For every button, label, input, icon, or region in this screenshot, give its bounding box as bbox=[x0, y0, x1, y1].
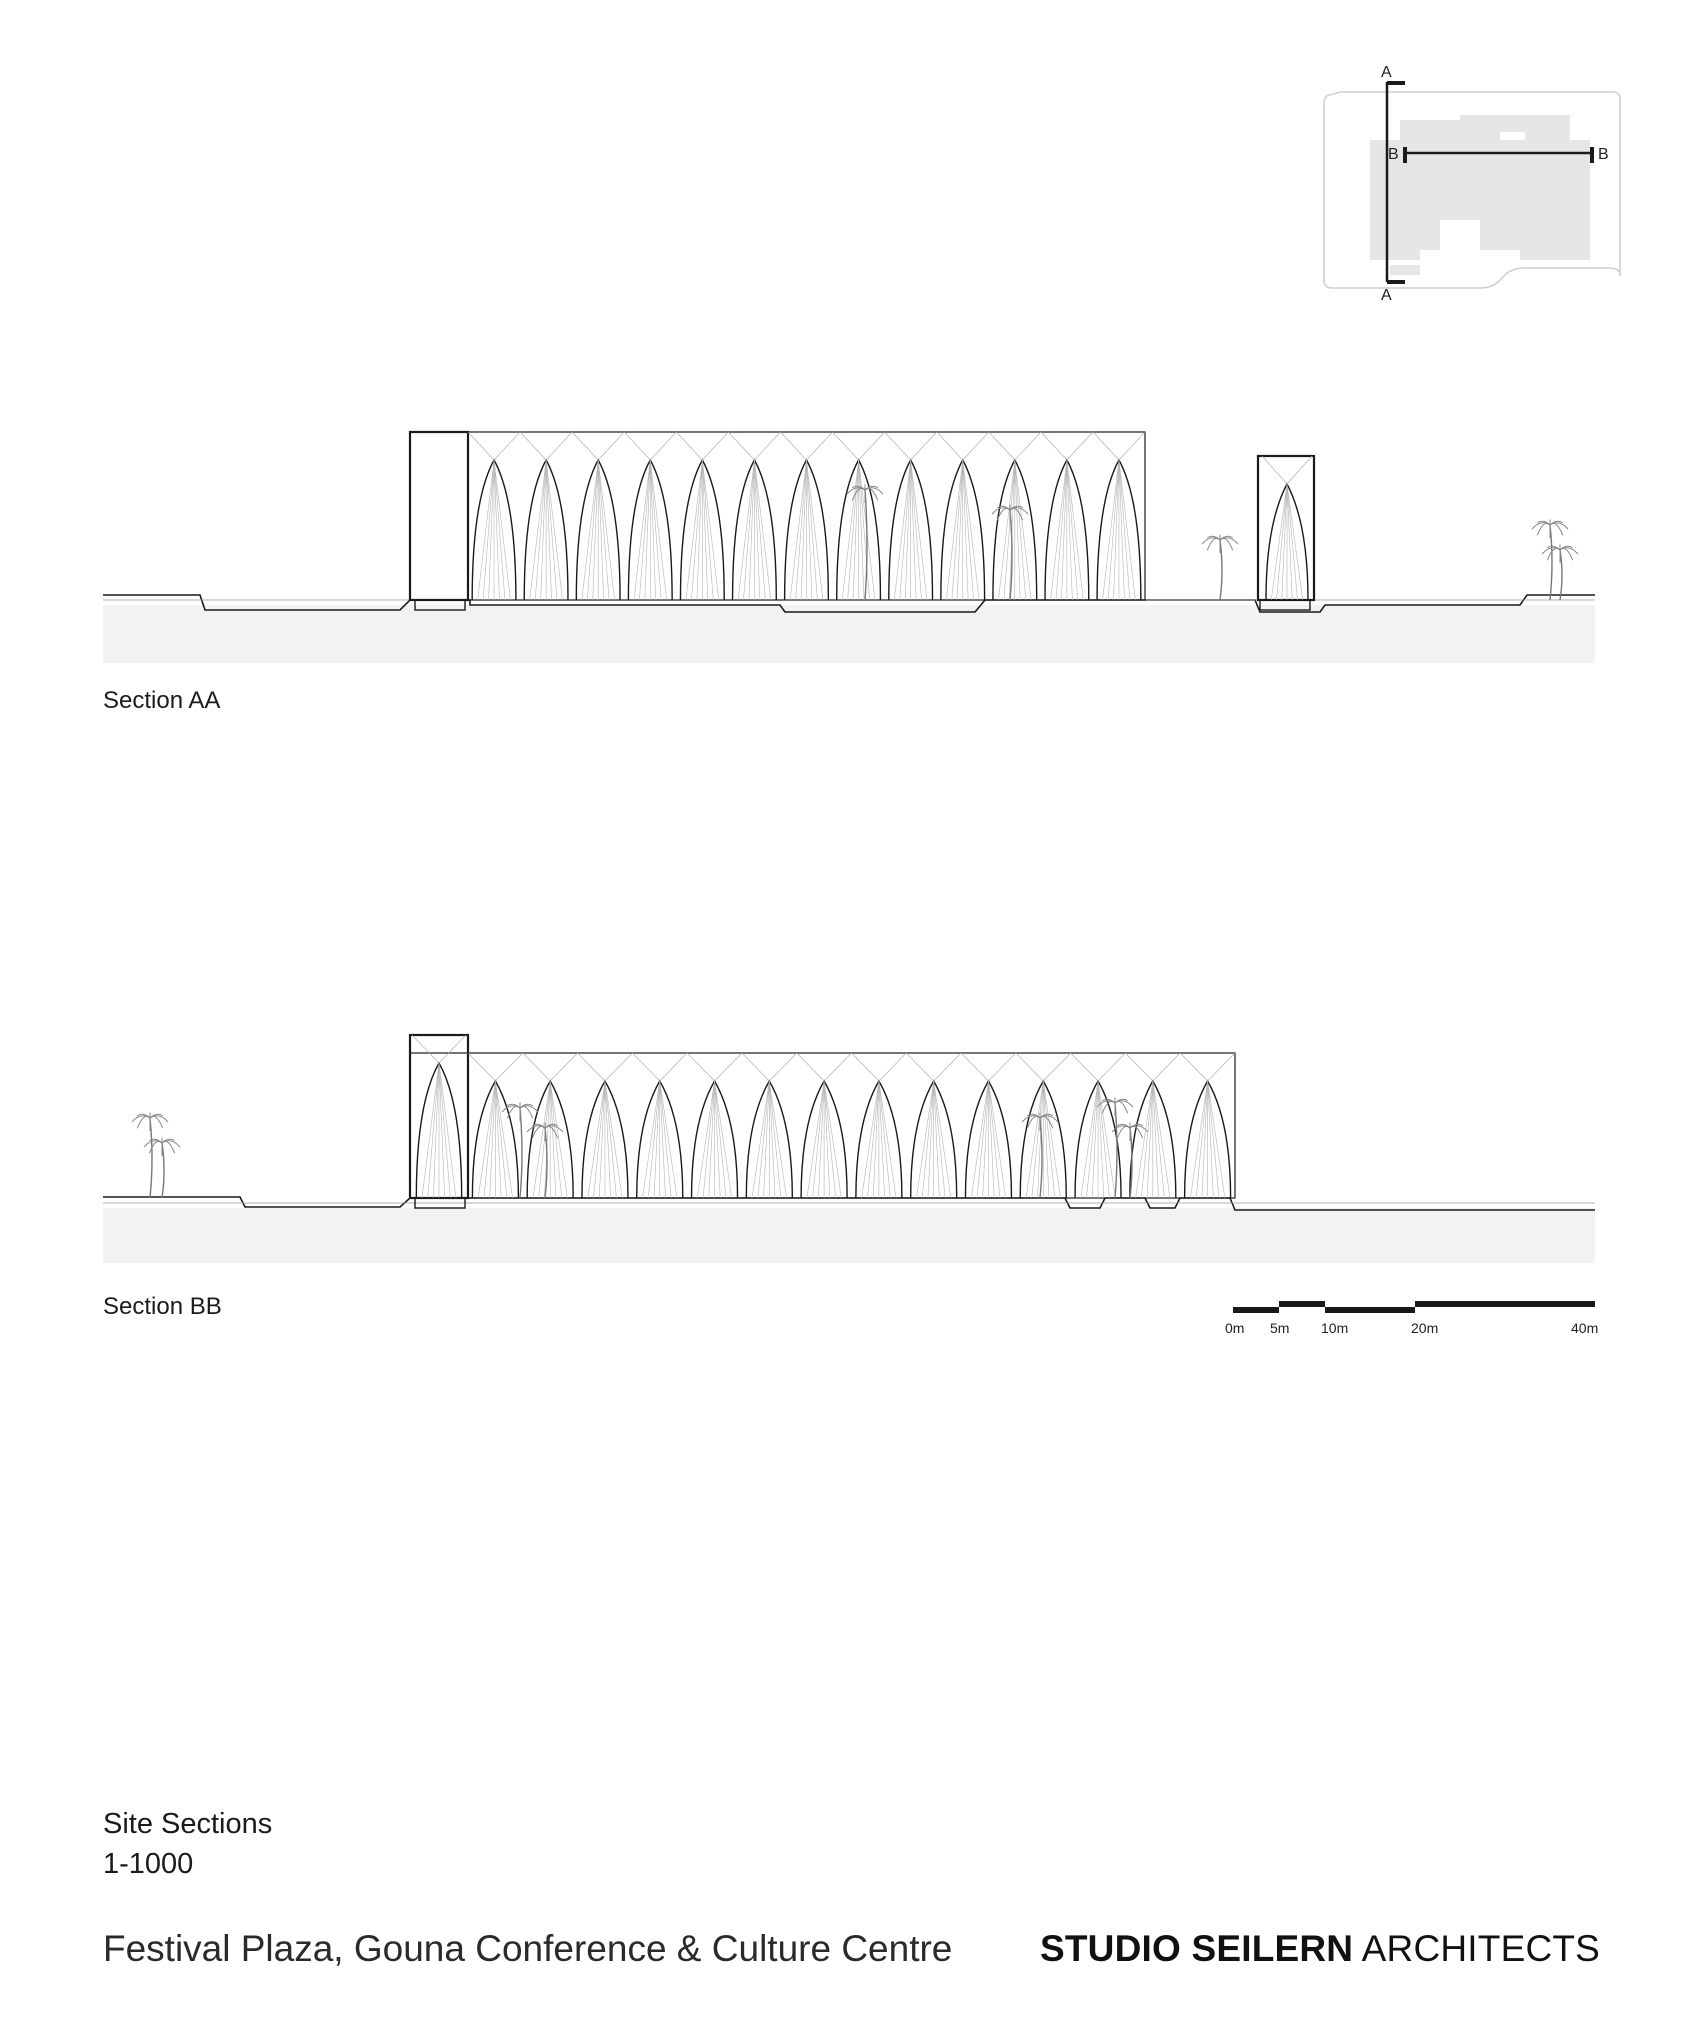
studio-logo bbox=[1040, 1928, 1600, 1970]
arch-tie bbox=[495, 1053, 522, 1081]
arch-cable bbox=[1153, 1081, 1165, 1198]
scale-bar-svg bbox=[1225, 1295, 1605, 1345]
arch-tie bbox=[605, 1053, 632, 1081]
arch-tie bbox=[1125, 1053, 1152, 1081]
arch-tie bbox=[687, 1053, 714, 1081]
palm-frond bbox=[137, 1116, 150, 1128]
arch-cable bbox=[879, 1081, 891, 1198]
arch-cable bbox=[1141, 1081, 1153, 1198]
arch-tie bbox=[1208, 1053, 1235, 1081]
palm-frond bbox=[1040, 1116, 1053, 1128]
arch-tie bbox=[824, 1053, 851, 1081]
arch-tie bbox=[769, 1053, 796, 1081]
marker-a-bottom: A bbox=[1381, 287, 1392, 304]
scale-tick-10: 10m bbox=[1321, 1320, 1349, 1336]
arch-tie bbox=[439, 1035, 466, 1063]
arch-tie bbox=[1016, 1053, 1043, 1081]
section-aa-label: Section AA bbox=[103, 687, 221, 714]
arch-cable bbox=[593, 1081, 605, 1198]
scale-tick-20: 20m bbox=[1411, 1320, 1439, 1336]
palm-trunk bbox=[1115, 1103, 1117, 1198]
arch-tie bbox=[523, 1053, 550, 1081]
studio-name-light: ARCHITECTS bbox=[1353, 1928, 1601, 1969]
arch-cable bbox=[539, 1081, 551, 1198]
arch-cable bbox=[867, 1081, 879, 1198]
arch-tie bbox=[852, 1053, 879, 1081]
arch-cable bbox=[495, 1081, 507, 1198]
arch-cable bbox=[824, 1081, 836, 1198]
arch-cable bbox=[1043, 1081, 1055, 1198]
drawing-title: Site Sections bbox=[103, 1808, 273, 1840]
arch-tie bbox=[1098, 1053, 1125, 1081]
marker-b-right: B bbox=[1598, 146, 1609, 163]
scale-bar bbox=[1225, 1295, 1605, 1345]
arch-tie bbox=[742, 1053, 769, 1081]
ground-fill-bb bbox=[103, 1208, 1595, 1263]
palm-trunk bbox=[520, 1108, 522, 1198]
arch-tie bbox=[879, 1053, 906, 1081]
arch-tie bbox=[468, 1053, 495, 1081]
arch-cable bbox=[439, 1063, 450, 1198]
arch-tie bbox=[1071, 1053, 1098, 1081]
marker-a-top: A bbox=[1381, 64, 1392, 81]
arch-tie bbox=[934, 1053, 961, 1081]
arch-cable bbox=[1087, 1081, 1099, 1198]
arch-cable bbox=[550, 1081, 562, 1198]
arch-cable bbox=[428, 1063, 439, 1198]
arch-tie bbox=[550, 1053, 577, 1081]
marker-b-left: B bbox=[1388, 146, 1399, 163]
arch-tie bbox=[660, 1053, 687, 1081]
arch-tie bbox=[1043, 1053, 1070, 1081]
arch-tie bbox=[412, 1035, 439, 1063]
scale-tick-5: 5m bbox=[1270, 1320, 1290, 1336]
arch-tie bbox=[1153, 1053, 1180, 1081]
arch-cable bbox=[934, 1081, 946, 1198]
studio-name-bold: STUDIO SEILERN bbox=[1040, 1928, 1354, 1969]
arch-cable bbox=[1196, 1081, 1208, 1198]
project-name: Festival Plaza, Gouna Conference & Culture Centre bbox=[103, 1928, 953, 1969]
arch-cable bbox=[813, 1081, 825, 1198]
arch-cable bbox=[648, 1081, 660, 1198]
arch-cable bbox=[1098, 1081, 1110, 1198]
arch-cable bbox=[758, 1081, 770, 1198]
arch-cable bbox=[660, 1081, 672, 1198]
scale-tick-0: 0m bbox=[1225, 1320, 1245, 1336]
section-bb-label: Section BB bbox=[103, 1293, 222, 1320]
arch-tie bbox=[906, 1053, 933, 1081]
scale-tick-40: 40m bbox=[1571, 1320, 1599, 1336]
palm-frond bbox=[1117, 1126, 1130, 1138]
arch-tie bbox=[715, 1053, 742, 1081]
arch-tie bbox=[797, 1053, 824, 1081]
palm-frond bbox=[150, 1116, 163, 1128]
drawing-scale: 1-1000 bbox=[103, 1848, 194, 1880]
arch-tie bbox=[988, 1053, 1015, 1081]
palm-frond bbox=[1102, 1101, 1115, 1113]
arch-tie bbox=[961, 1053, 988, 1081]
arch-tie bbox=[632, 1053, 659, 1081]
arch-cable bbox=[484, 1081, 496, 1198]
arch-tie bbox=[1180, 1053, 1207, 1081]
arch-cable bbox=[988, 1081, 1000, 1198]
palm-frond bbox=[1115, 1101, 1128, 1113]
palm-frond bbox=[520, 1106, 533, 1118]
palm-frond bbox=[1130, 1126, 1143, 1138]
arch-cable bbox=[703, 1081, 715, 1198]
arch-cable bbox=[605, 1081, 617, 1198]
arch-cable bbox=[977, 1081, 989, 1198]
arch-cable bbox=[922, 1081, 934, 1198]
arch-cable bbox=[769, 1081, 781, 1198]
arch-cable bbox=[715, 1081, 727, 1198]
arch-cable bbox=[1208, 1081, 1220, 1198]
arch-tie bbox=[578, 1053, 605, 1081]
palm-frond bbox=[162, 1141, 175, 1153]
